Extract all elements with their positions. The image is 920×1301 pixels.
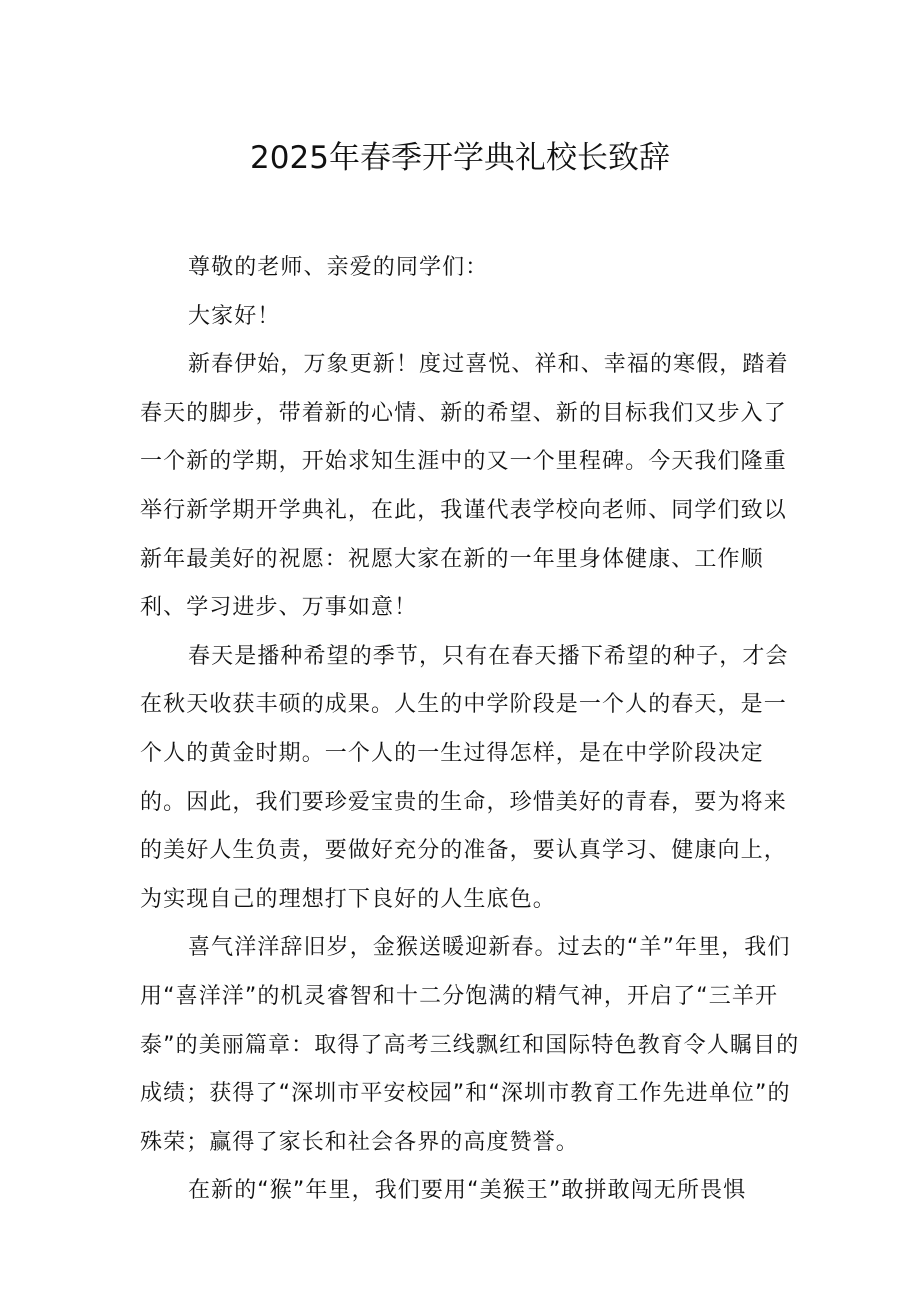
document-title: 2025年春季开学典礼校长致辞 bbox=[250, 140, 670, 176]
paragraph-4: 在新的“猴”年里，我们要用“美猴王”敢拼敢闯无所畏惧 bbox=[188, 1178, 747, 1204]
paragraph-2: 春天是播种希望的季节，只有在春天播下希望的种子，才会在秋天收获丰硕的成果。人生的中学阶段是一个人的春天，是一个人的黄金时期。一个人的一生过得怎样，是在中学阶段决定的。因此，我们要珍爱宝贵的生命，珍惜美好的青春，要为将来的美好人生负责，要做好充分的准备，要认真学习、健康向上，为实现自己的理想打下良好的人生底色。 bbox=[140, 643, 789, 912]
paragraph-1: 新春伊始，万象更新！度过喜悦、祥和、幸福的寒假，踏着春天的脚步，带着新的心情、新的希望、新的目标我们又步入了一个新的学期，开始求知生涯中的又一个里程碑。今天我们隆重举行新学期开学典礼，在此，我谨代表学校向老师、同学们致以新年最美好的祝愿：祝愿大家在新的一年里身体健康、工作顺利、学习进步、万事如意！ bbox=[140, 352, 789, 621]
paragraph-3: 喜气洋洋辞旧岁，金猴送暖迎新春。过去的“羊”年里，我们用“喜洋洋”的机灵睿智和十二分饱满的精气神，开启了“三羊开泰”的美丽篇章：取得了高考三线飘红和国际特色教育令人瞩目的成绩；获得了“深圳市平安校园”和“深圳市教育工作先进单位”的殊荣；赢得了家长和社会各界的高度赞誉。 bbox=[140, 935, 800, 1155]
document-body bbox=[140, 244, 802, 1216]
greeting: 大家好！ bbox=[188, 303, 281, 329]
salutation: 尊敬的老师、亲爱的同学们： bbox=[188, 255, 489, 280]
